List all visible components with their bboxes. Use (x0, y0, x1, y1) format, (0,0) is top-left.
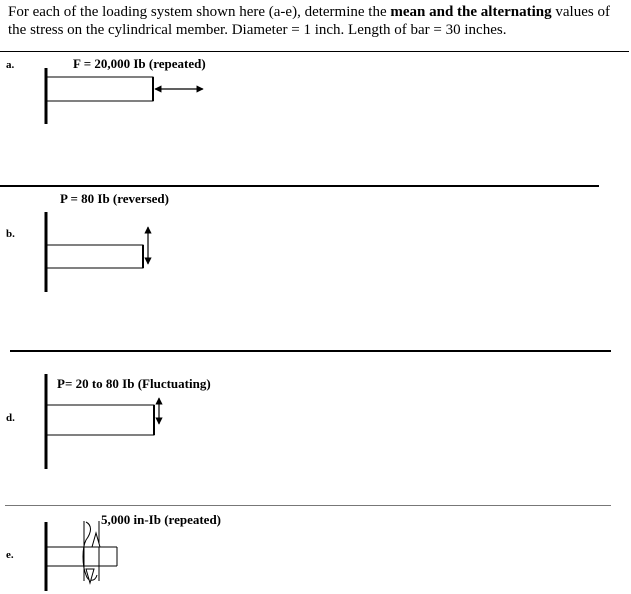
diagram-b (46, 212, 148, 292)
load-annotation-e: 5,000 in-Ib (repeated) (101, 512, 222, 527)
problem-label-d: d. (6, 412, 15, 424)
diagram-a (46, 68, 203, 124)
intro-text-2: values of the stress on the cylindrical member. Diameter = 1 inch. Length of bar = 30 inches. (8, 4, 610, 38)
load-annotation-a: F = 20,000 Ib (repeated) (73, 56, 206, 71)
bar-b (47, 245, 143, 268)
intro-text-1: For each of the loading system shown here (a-e), determine the (8, 4, 391, 20)
load-annotation-b: P = 80 Ib (reversed) (60, 191, 169, 206)
problem-label-b: b. (6, 228, 15, 240)
load-annotation-d: P= 20 to 80 Ib (Fluctuating) (57, 376, 211, 391)
torque-arrow-down (86, 569, 94, 583)
bar-a (47, 77, 153, 101)
intro-emphasis: mean and the alternating (390, 4, 552, 20)
problem-label-a: a. (6, 59, 15, 71)
bar-d (47, 405, 154, 435)
problem-label-e: e. (6, 549, 14, 561)
diagram-e (46, 521, 117, 591)
diagram-d (46, 374, 159, 469)
